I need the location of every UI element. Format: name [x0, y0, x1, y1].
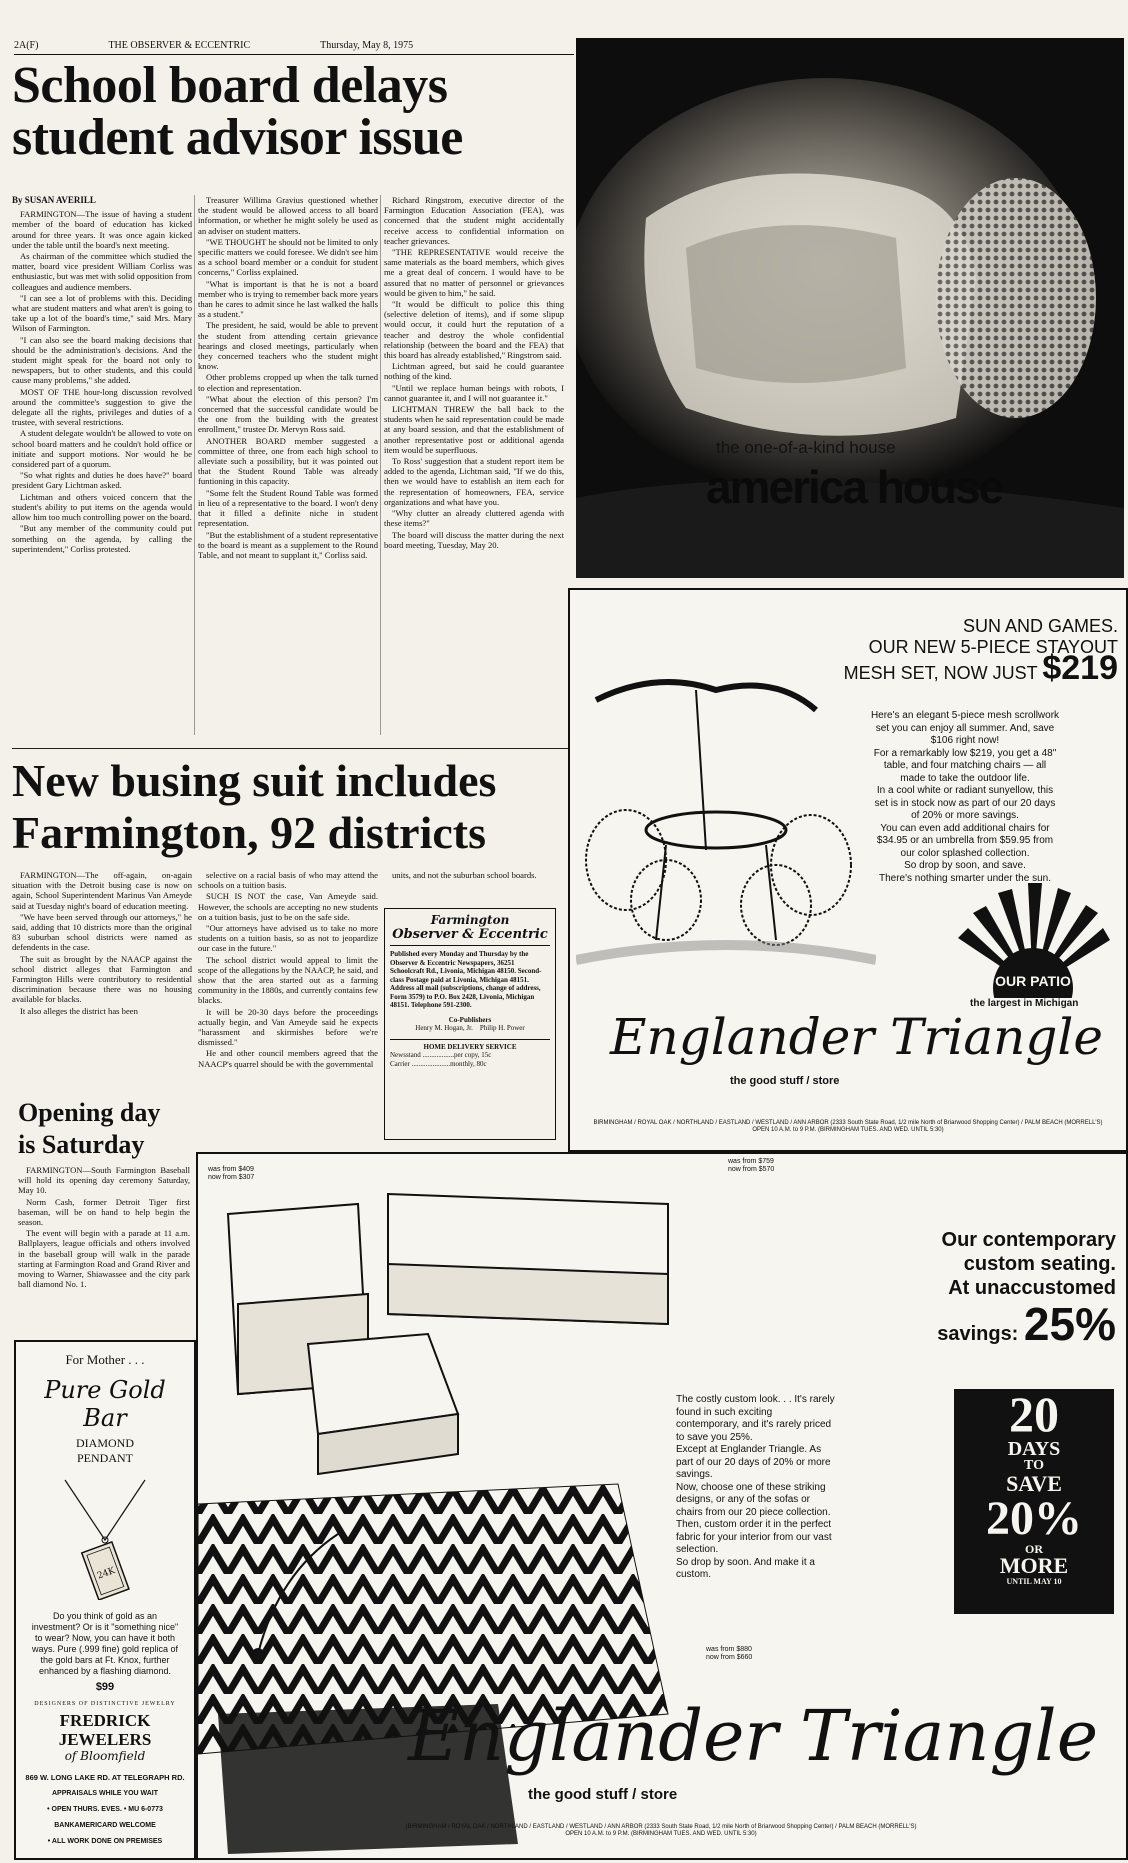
paragraph: The costly custom look. . . It's rarely found in such exciting contemporary, and it's rarely priced to save you 25%. — [676, 1394, 835, 1443]
paragraph: The suit as brought by the NAACP against the school district alleges that Farmington and Farmington Hills were contributory to residential discrimination because there was no housing available for blacks. — [12, 953, 192, 1005]
patio-ad — [568, 588, 1128, 1152]
sofa-price — [728, 1158, 774, 1174]
paragraph: Richard Ringstrom, executive director of the Farmington Education Association (FEA), was concerned that the student might accidentally receive access to confidential information on teacher grievances. — [384, 195, 564, 246]
price-line: was from $409 — [208, 1166, 254, 1173]
footer-line: OPEN 10 A.M. to 9 P.M. (BIRMINGHAM TUES. AND WED. UNTIL 5:30) — [565, 1831, 757, 1837]
paragraph: A student delegate wouldn't be allowed to vote on school board matters and he couldn't hold office or initiate and support motions. Nor would he be considered part of a quorum. — [12, 428, 192, 470]
patio-footer — [574, 1120, 1122, 1134]
paragraph: • ALL WORK DONE ON PREMISES — [47, 1838, 163, 1845]
paragraph: There's nothing smarter under the sun. — [878, 872, 1051, 884]
paragraph: He and other council members agreed that the NAACP's quarrel should be with the governmental — [198, 1048, 378, 1069]
headline-line: savings: — [937, 1323, 1019, 1345]
story1-column-1 — [12, 195, 192, 735]
headline-line: New busing suit includes — [12, 755, 497, 806]
paragraph: SUCH IS NOT the case, Van Ameyde said. However, the schools are accepting no new students on a tuition basis, just to be on the safe side. — [198, 891, 378, 922]
page-number: 2A(F) — [14, 40, 39, 51]
badge-line: MORE — [999, 1553, 1069, 1578]
paragraph: It will be 20-30 days before the proceedings actually begin, and Van Ameyde said he expects "harassment and skirmishes before we're dismissed." — [198, 1006, 378, 1048]
paragraph: As chairman of the committee which studied the matter, board vice president William Corliss was enthusiastic, but was met with solid opposition from colleagues and audience members. — [12, 251, 192, 292]
patio-set-illustration — [576, 670, 876, 970]
paragraph: MOST OF THE hour-long discussion revolved around the committee's suggestion to give the delegate all the rights, privileges and duties of a trustee, with several restrictions. — [12, 386, 192, 428]
paragraph: BANKAMERICARD WELCOME — [54, 1822, 156, 1829]
headline-line: Opening day — [18, 1098, 161, 1127]
paragraph: "I can see a lot of problems with this. Deciding what are student matters and what aren't is going to take up a lot of the board's time," said Mrs. Mary Wilson of Farmington. — [12, 292, 192, 334]
paragraph: The board will discuss the matter during the next board meeting, Tuesday, May 20. — [384, 529, 564, 550]
chair-price — [208, 1166, 254, 1182]
box-name: Observer & Eccentric — [390, 927, 550, 946]
patio-copy — [870, 710, 1060, 885]
paragraph: You can even add additional chairs for $34.95 or an umbrella from $59.95 from our color splashed collection. — [876, 822, 1054, 859]
price-line: now from $660 — [706, 1654, 753, 1661]
column-rule — [194, 195, 195, 735]
designers-line: DESIGNERS OF DISTINCTIVE JEWELRY — [34, 1701, 176, 1707]
co-publishers-label: Co-Publishers — [448, 1015, 492, 1024]
paragraph: "Our attorneys have advised us to take no more students on a tuition basis, so as not to jeopardize our case in the future." — [198, 923, 378, 954]
twenty-days-badge — [954, 1386, 1114, 1614]
paragraph: The school district would appeal to limit the scope of the allegations by the NAACP, he said, and show that the area started out as a farming community in the 1880s, and currently contains few blacks. — [198, 954, 378, 1006]
story2-headline — [12, 755, 572, 859]
carrier-price: Carrier ......................monthly, 80c — [390, 1059, 487, 1068]
badge-line: UNTIL MAY 10 — [1006, 1577, 1062, 1586]
script-title: Bar — [83, 1404, 127, 1432]
issue-date: Thursday, May 8, 1975 — [320, 40, 414, 51]
story2-column-2 — [198, 870, 378, 1130]
paragraph: "Some felt the Student Round Table was formed in lieu of a representative to the board. I won't deny that it filled a definite niche in student representation. — [198, 487, 378, 529]
badge-line: SAVE — [1006, 1471, 1062, 1496]
divider — [12, 748, 572, 749]
store-tagline: the good stuff / store — [528, 1786, 678, 1803]
footer-line: OPEN 10 A.M. to 9 P.M. (BIRMINGHAM TUES. AND WED. UNTIL 5:30) — [752, 1127, 944, 1133]
paragraph: In a cool white or radiant sunyellow, this set is in stock now as part of our 20 days of 20% or more savings. — [874, 785, 1056, 821]
paragraph: Now, choose one of these striking designs, or any of the sofas or chairs from our 20 piece collection. — [676, 1481, 831, 1518]
badge-line: DAYS — [1007, 1438, 1061, 1460]
paragraph: For a remarkably low $219, you get a 48" table, and four matching chairs — all made to take the outdoor life. — [873, 747, 1057, 784]
paragraph: LICHTMAN THREW the ball back to the students when he said representation could be made at any board session, and that the establishment of another representative post or additional agenda item would be superfluous. — [384, 404, 564, 455]
column-rule — [380, 195, 381, 735]
paragraph: FARMINGTON—The issue of having a student member of the board of education has kicked around for three years. It was once again kicked under the table until the board's next meeting. — [12, 209, 192, 250]
paragraph: The president, he said, would be able to prevent the student from attending certain grievance hearings and closed meetings, particularly when they concerned teachers who the student might know. — [198, 320, 378, 372]
jeweler-address: 869 W. LONG LAKE RD. AT TELEGRAPH RD. — [25, 1773, 185, 1782]
price-line: was from $880 — [706, 1646, 752, 1653]
paragraph: ANOTHER BOARD member suggested a committee of three, one from each high school to alleviate such a possibility, but it was pointed out that the Student Round Table was already funtioning in this capacity. — [198, 435, 378, 487]
badge-line: TO — [1024, 1458, 1044, 1473]
paragraph: "So what rights and duties he does have?" board president Gary Lichtman asked. — [12, 470, 192, 491]
paragraph: "WE THOUGHT he should not be limited to only specific matters we could foresee. We didn't see him as a school board member or a conduit for student concerns," Corliss explained. — [198, 236, 378, 278]
paragraph: The event will begin with a parade at 11 a.m. Ballplayers, league officials and others involved in the baseball group will walk in the parade starting at Farmington Road and Grand River and moving to Warner, Shiawassee and the city park ball diamond No. 1. — [18, 1228, 190, 1290]
newsstand-price: Newsstand ..................per copy, 15c — [390, 1051, 492, 1059]
headline-line: MESH SET, NOW JUST — [843, 663, 1038, 683]
headline-line: Our contemporary — [941, 1229, 1116, 1251]
savings-percent: 25% — [1023, 1298, 1116, 1350]
seating-footer — [202, 1824, 1120, 1838]
headline-line: OUR NEW 5-PIECE STAYOUT — [868, 637, 1118, 657]
jeweler-name: FREDRICK — [59, 1711, 151, 1730]
price-line: was from $759 — [728, 1158, 774, 1165]
price-line: now from $570 — [728, 1166, 775, 1173]
page-masthead — [14, 40, 574, 55]
paragraph: units, and not the suburban school boards. — [392, 870, 537, 880]
headline-line: is Saturday — [18, 1130, 145, 1159]
story3-headline — [18, 1097, 193, 1161]
publication-info: Published every Monday and Thursday by the Observer & Eccentric Newspapers, 36251 Schoolcraft Rd., Livonia, Michigan 48150. Second-class Postage paid at Livonia, Michigan 48151. Address all mail (subscriptions, change of address, Form 3579) to P.O. Box 2428, Livonia, Michigan 48151. Telephone 591-2300. — [390, 950, 542, 1009]
our-patio-sunburst-icon — [948, 878, 1118, 998]
story1-column-3 — [384, 195, 564, 735]
store-tagline: the good stuff / store — [730, 1075, 840, 1087]
jeweler-price: $99 — [95, 1681, 115, 1693]
jeweler-details — [16, 1789, 194, 1846]
script-title: Pure Gold — [44, 1376, 166, 1404]
patio-logo-text: OUR PATIO — [995, 973, 1071, 989]
jeweler-ad — [14, 1340, 196, 1860]
headline-line: student advisor issue — [12, 109, 463, 166]
story1-column-2 — [198, 195, 378, 735]
paper-name: THE OBSERVER & ECCENTRIC — [108, 40, 251, 51]
custom-seating-ad — [196, 1152, 1128, 1860]
ottoman-price — [706, 1646, 752, 1662]
america-house-brand: america house — [706, 461, 1003, 513]
patio-headline — [843, 616, 1118, 687]
paragraph: So drop by soon, and save. — [904, 860, 1026, 871]
jeweler-location: of Bloomfield — [64, 1749, 146, 1763]
jeweler-name: JEWELERS — [58, 1730, 152, 1749]
patio-price: $219 — [1042, 649, 1118, 687]
seating-headline — [937, 1228, 1116, 1348]
paragraph: "But the establishment of a student representative to the board is meant as a supplement to the Round Table, and not meant to supplant it," Corliss said. — [198, 529, 378, 560]
america-house-tagline: the one-of-a-kind house — [716, 438, 896, 457]
delivery-title: HOME DELIVERY SERVICE — [390, 1039, 550, 1052]
footer-line: BIRMINGHAM / ROYAL OAK / NORTHLAND / EASTLAND / WESTLAND / ANN ARBOR (2333 South State Road, 1/2 mile North of Briarwood Shopping Center) / PALM BEACH (MORRELL'S) — [593, 1120, 1103, 1126]
headline-line: custom seating. — [963, 1253, 1116, 1275]
for-mother: For Mother . . . — [65, 1352, 145, 1367]
paragraph: Treasurer Willima Gravius questioned whether the student would be allowed access to all board information, or whether he might solely be used as an adviser on student matters. — [198, 195, 378, 236]
store-logo-script: Englander Triangle — [610, 1008, 1103, 1066]
story2-column-3 — [384, 870, 564, 900]
paragraph: To Ross' suggestion that a student report item be added to the agenda, Lichtman said, "If we do this, then we would have to establish an item each for the representation of homeowners, FEA, service organizations and what have you. — [384, 456, 564, 507]
publication-info-box — [384, 908, 556, 1140]
paragraph: So drop by soon. And make it a custom. — [676, 1556, 815, 1580]
price-line: now from $307 — [208, 1174, 255, 1181]
story1-headline — [12, 57, 572, 166]
america-house-photo-ad — [576, 38, 1124, 578]
headline-line: SUN AND GAMES. — [962, 616, 1118, 636]
paragraph: Then, custom order it in the perfect fabric for your interior from our vast selection. — [676, 1519, 832, 1555]
paragraph: "We have been served through our attorneys," he said, adding that 10 districts more than the original 83 suburban school districts were named as defendents in the case. — [12, 911, 192, 953]
paragraph: "What about the election of this person? I'm concerned that the successful candidate would be the one from the building with the greatest enrollment," trustee Dr. Mervyn Ross said. — [198, 393, 378, 435]
box-name: Farmington — [430, 913, 510, 927]
diamond-label: DIAMOND — [76, 1436, 134, 1450]
paragraph: Lichtman and others voiced concern that the student's ability to put items on the agenda would allow him too much controlling power on the board. — [12, 491, 192, 523]
largest-in-michigan: the largest in Michigan — [970, 998, 1079, 1009]
paragraph: Lichtman agreed, but said he could guarantee nothing of the kind. — [384, 361, 564, 382]
pendant-label: PENDANT — [77, 1451, 133, 1465]
byline: By SUSAN AVERILL — [12, 195, 96, 205]
paragraph: APPRAISALS WHILE YOU WAIT — [51, 1790, 159, 1797]
gold-bar-pendant-icon — [45, 1470, 165, 1600]
paragraph: selective on a racial basis of who may attend the schools on a tuition basis. — [198, 870, 378, 891]
paragraph: Here's an elegant 5-piece mesh scrollwork set you can enjoy all summer. And, save $106 right now! — [870, 710, 1060, 746]
badge-line: OR — [1025, 1542, 1043, 1556]
store-logo-script: Englander Triangle — [408, 1695, 1099, 1777]
paragraph: FARMINGTON—South Farmington Baseball will hold its opening day ceremony Saturday, May 10. — [18, 1165, 190, 1196]
paragraph: "Why clutter an already cluttered agenda with these items?" — [384, 508, 564, 529]
headline-line: School board delays — [12, 57, 448, 114]
paragraph: "But any member of the community could put something on the agenda, by calling the superintendent," Corliss protested. — [12, 523, 192, 554]
headline-line: Farmington, 92 districts — [12, 807, 487, 858]
jeweler-copy: Do you think of gold as an investment? Or is it "something nice" to wear? Now, you can have it both ways. Pure (.999 fine) gold replica of the gold bars at Ft. Knox, further enhanced by a flashing diamond. — [31, 1611, 179, 1676]
story3-body — [18, 1165, 190, 1330]
co-publishers-names: Henry M. Hogan, Jr. Philip H. Power — [415, 1024, 525, 1032]
paragraph: • OPEN THURS. EVES. • MU 6-0773 — [47, 1806, 163, 1813]
paragraph: It also alleges the district has been — [20, 1005, 138, 1016]
footer-line: (BIRMINGHAM / ROYAL OAK / NORTHLAND / EASTLAND / WESTLAND / ANN ARBOR (2333 South State Road, 1/2 mile North of Briarwood Shopping Center) / PALM BEACH (MORRELL'S) — [405, 1824, 917, 1830]
paragraph: "THE REPRESENTATIVE would receive the same materials as the board members, which gives me a great deal of concern. I would have to be assured that no matter of personnel or grievances would be given to him," he said. — [384, 247, 564, 298]
paragraph: Except at Englander Triangle. As part of our 20 days of 20% or more savings. — [676, 1444, 831, 1480]
paragraph: "I can also see the board making decisions that should be the administration's decisions. And the student might speak for the board not only to newspapers, but to other students, and this could cause many problems," she added. — [12, 334, 192, 386]
badge-line: 20 — [1009, 1386, 1059, 1442]
bar-stamp: 24K — [96, 1565, 117, 1582]
headline-line: At unaccustomed — [948, 1277, 1116, 1299]
paragraph: "Until we replace human beings with robots, I cannot guarantee it, and I will not guarantee it." — [384, 382, 564, 403]
paragraph: "It would be difficult to police this thing (selective deletion of items), and if some slipup would occur, it could hurt the reputation of a teacher and destroy the whole confidential relationship (between the board and the FEA) that this board has already established," Ringstrom said. — [384, 299, 564, 361]
paragraph: Other problems cropped up when the talk turned to election and representation. — [198, 372, 378, 393]
paragraph: FARMINGTON—The off-again, on-again situation with the Detroit busing case is now on again, School Superintendent Marinus Van Ameyde said at Tuesday night's board of education meeting. — [12, 870, 192, 911]
story2-column-1 — [12, 870, 192, 1085]
paragraph: Norm Cash, former Detroit Tiger first baseman, will be on hand to help begin the season. — [18, 1196, 190, 1228]
seating-copy — [676, 1394, 836, 1582]
badge-line: 20% — [986, 1492, 1082, 1545]
paragraph: "What is important is that he is not a board member who is trying to remember back more years than he cares to admit since he last walked the halls as a student." — [198, 278, 378, 320]
